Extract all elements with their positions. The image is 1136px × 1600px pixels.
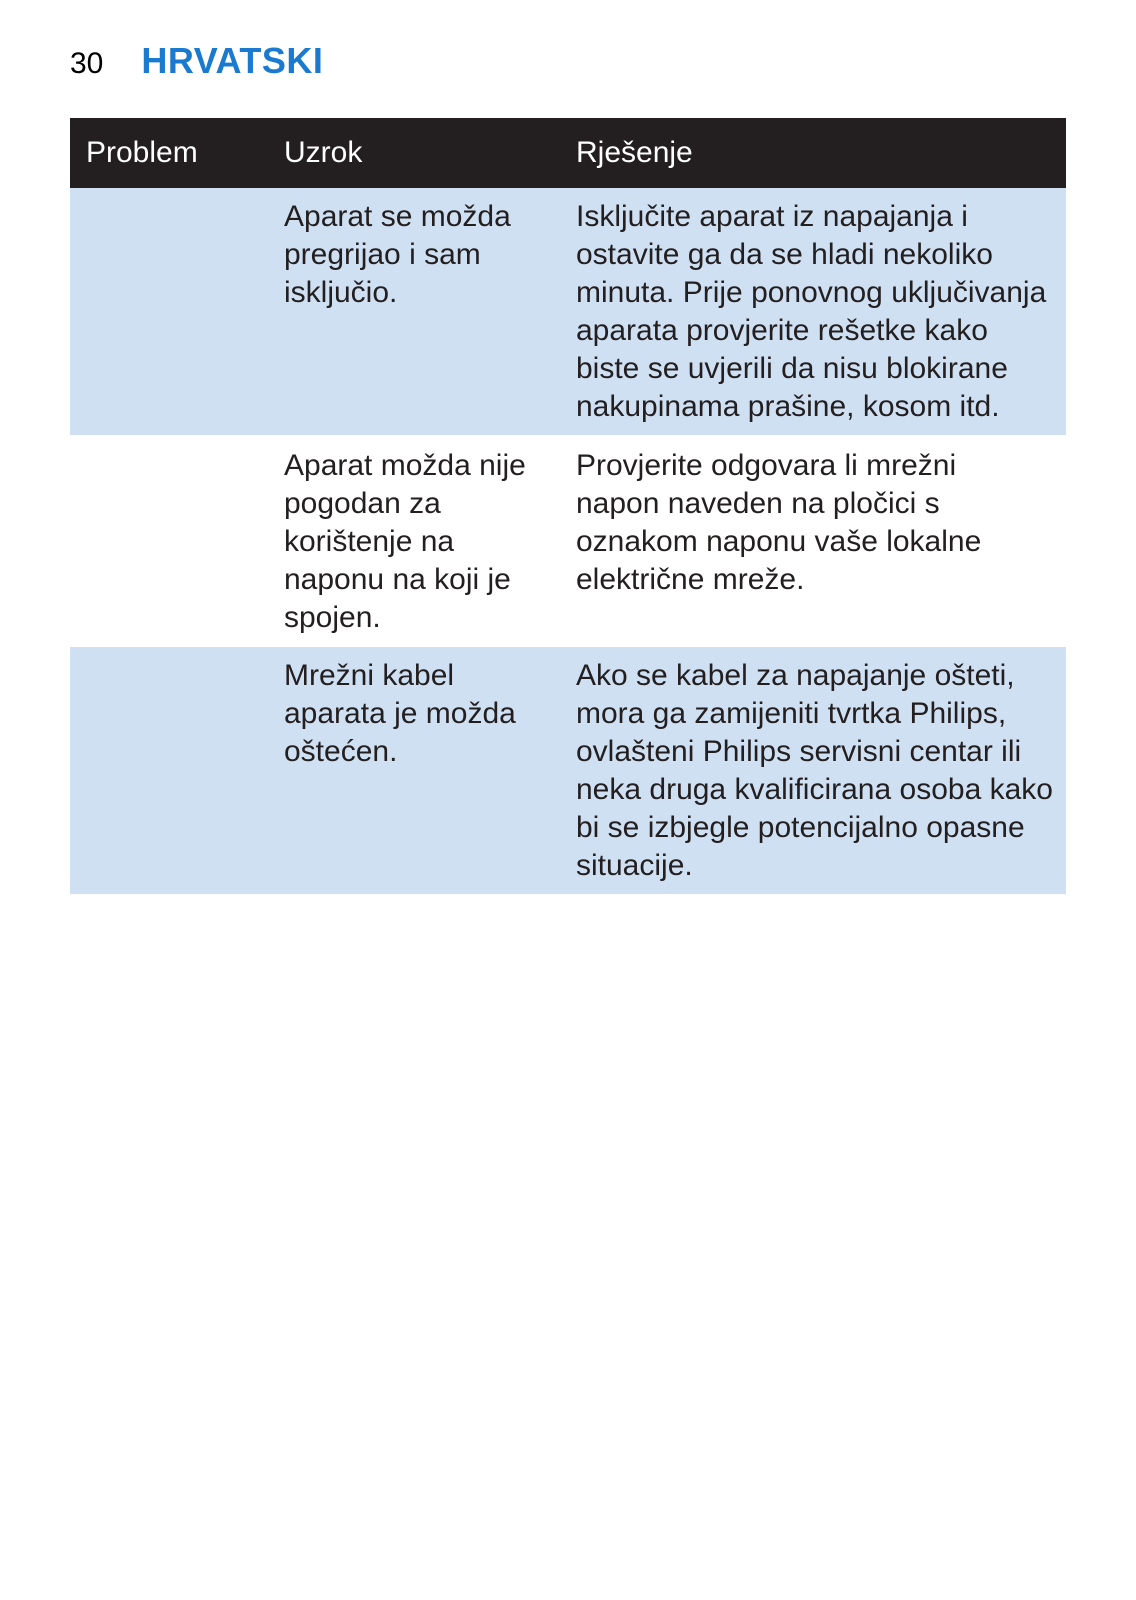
- solution-line: Ako se kabel za napajanje ošteti,: [576, 659, 1015, 692]
- section-title: HRVATSKI: [141, 40, 324, 81]
- troubleshooting-table: [70, 118, 1066, 894]
- solution-line: minuta. Prije ponovnog uključivanja: [576, 276, 1047, 309]
- solution-line: električne mreže.: [576, 563, 805, 596]
- solution-line: nakupinama prašine, kosom itd.: [576, 390, 1000, 423]
- solution-line: Provjerite odgovara li mrežni: [576, 449, 957, 482]
- cause-line: Mrežni kabel: [284, 659, 455, 692]
- solution-line: Isključite aparat iz napajanja i: [576, 200, 968, 233]
- solution-line: napon naveden na pločici s: [576, 487, 940, 520]
- solution-line: bi se izbjegle potencijalno opasne: [576, 811, 1025, 844]
- problem-cell: [70, 188, 269, 435]
- solution-line: situacije.: [576, 849, 693, 882]
- cause-line: Aparat možda nije: [284, 449, 526, 482]
- cause-line: pogodan za: [284, 487, 441, 520]
- solution-line: mora ga zamijeniti tvrtka Philips,: [576, 697, 1007, 730]
- cause-line: naponu na koji je: [284, 563, 511, 596]
- table-row: [70, 647, 1066, 894]
- cause-cell: [269, 188, 561, 435]
- solution-cell: [561, 437, 1066, 647]
- table-row: [70, 437, 1066, 647]
- cause-cell: [269, 647, 561, 894]
- table-header: [70, 118, 1066, 188]
- cause-line: aparata je možda: [284, 697, 516, 730]
- solution-line: ovlašteni Philips servisni centar ili: [576, 735, 1022, 768]
- solution-line: neka druga kvalificirana osoba kako: [576, 773, 1053, 806]
- cause-line: Aparat se možda: [284, 200, 511, 233]
- solution-cell: [561, 647, 1066, 894]
- table-row: [70, 188, 1066, 435]
- column-header-problem: Problem: [86, 136, 198, 169]
- solution-line: oznakom naponu vaše lokalne: [576, 525, 982, 558]
- cause-line: spojen.: [284, 601, 381, 634]
- column-header-solution: Rješenje: [576, 136, 693, 169]
- solution-cell: [561, 188, 1066, 435]
- column-header-cause: Uzrok: [284, 136, 363, 169]
- problem-cell: [70, 647, 269, 894]
- page-header: [70, 40, 323, 90]
- cause-line: oštećen.: [284, 735, 398, 768]
- cause-line: korištenje na: [284, 525, 455, 558]
- cause-cell: [269, 437, 561, 647]
- cause-line: pregrijao i sam: [284, 238, 481, 271]
- solution-line: ostavite ga da se hladi nekoliko: [576, 238, 993, 271]
- solution-line: biste se uvjerili da nisu blokirane: [576, 352, 1008, 385]
- page-number: 30: [70, 47, 104, 80]
- problem-cell: [70, 437, 269, 647]
- cause-line: isključio.: [284, 276, 398, 309]
- solution-line: aparata provjerite rešetke kako: [576, 314, 988, 347]
